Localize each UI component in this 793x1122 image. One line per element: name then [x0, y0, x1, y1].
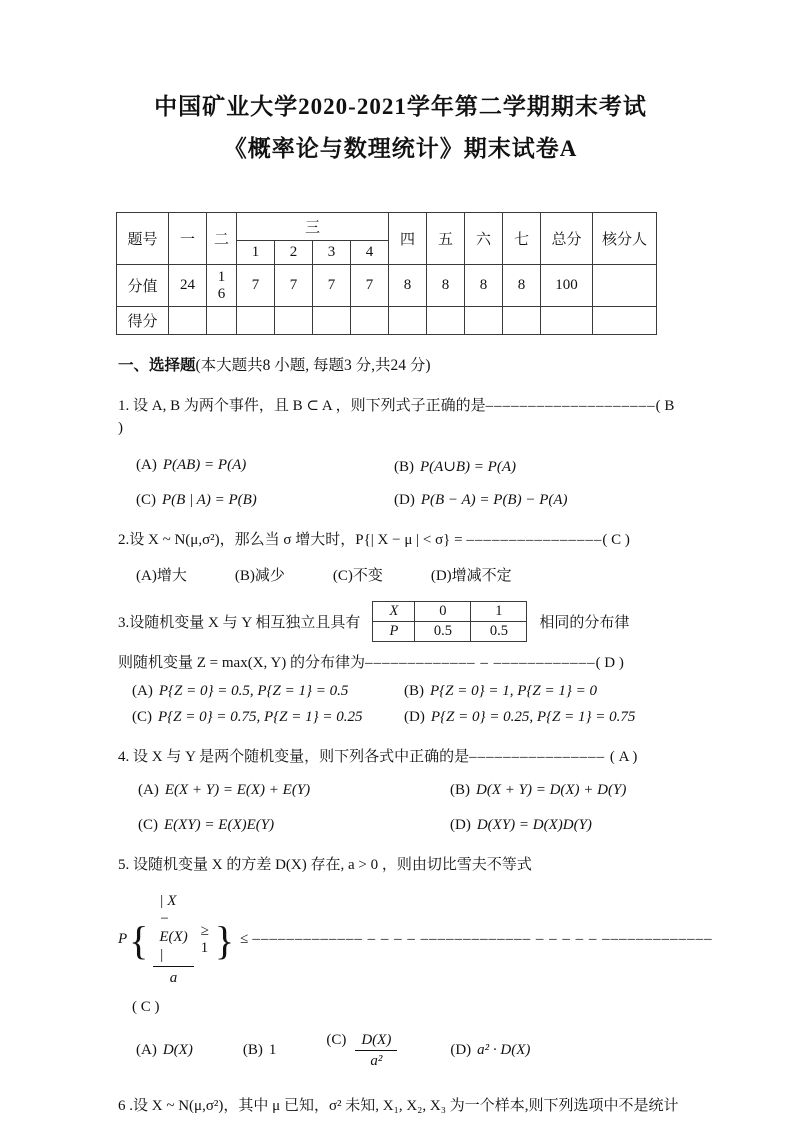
formula-p: P [118, 931, 128, 947]
formula-fraction [153, 892, 193, 987]
score-subheader-2: 2 [275, 241, 313, 265]
option-formula: E(XY) = E(X)E(Y) [164, 817, 275, 833]
exam-title-line2: 《概率论与数理统计》期末试卷A [223, 136, 578, 161]
question-4-option-b [450, 782, 683, 799]
option-formula: D(X) [162, 1042, 193, 1058]
question-5-answer: ( C ) [132, 999, 160, 1015]
score-table [116, 212, 657, 335]
question-2-option-d: (D)增减不定 [430, 568, 512, 584]
exam-title-line1: 中国矿业大学2020-2021学年第二学期期末考试 [154, 94, 647, 119]
question-3-stem-before: 3.设随机变量 X 与 Y 相互独立且具有 [118, 615, 361, 631]
question-5-option-d [450, 1042, 530, 1059]
question-1-option-a [136, 457, 394, 476]
question-3-stem [118, 601, 683, 642]
section-heading-note: (本大题共8 小题, 每题3 分,共24 分) [195, 357, 431, 374]
fraction-numerator: D(X) [355, 1032, 397, 1051]
dist-value: 0.5 [471, 622, 527, 642]
question-1-stem-text: 1. 设 A, B 为两个事件，且 B ⊂ A ，则下列式子正确的是 [118, 398, 486, 414]
option-formula: P{Z = 0} = 0.5, P{Z = 1} = 0.5 [158, 683, 349, 699]
question-4-stem [118, 746, 683, 768]
option-formula: D(X + Y) = D(X) + D(Y) [476, 782, 627, 798]
score-cell-empty [313, 307, 351, 335]
question-2 [118, 529, 683, 585]
score-subheader-3: 3 [313, 241, 351, 265]
question-5-option-b [243, 1042, 277, 1059]
question-1-option-c [136, 492, 394, 509]
score-cell-empty [237, 307, 275, 335]
question-4-option-a [138, 782, 450, 799]
dash-line: –––––––––––––––– [466, 532, 603, 548]
points-cell: 24 [169, 265, 207, 307]
option-label: (C) [132, 709, 152, 725]
dist-value: 1 [471, 602, 527, 622]
score-header-seven: 七 [503, 213, 541, 265]
question-3 [118, 601, 683, 726]
score-header-two: 二 [207, 213, 237, 265]
score-subheader-1: 1 [237, 241, 275, 265]
option-formula: P(A∪B) = P(A) [420, 459, 516, 475]
question-6 [118, 1095, 683, 1117]
option-formula: P{Z = 0} = 0.25, P{Z = 1} = 0.75 [430, 709, 636, 725]
points-cell: 7 [313, 265, 351, 307]
option-formula: 1 [268, 1042, 277, 1058]
option-label: (D) [404, 709, 425, 725]
dash-line: –––––––––––––––– [469, 749, 610, 765]
fraction-numerator: | X − E(X) | [153, 892, 193, 967]
score-row-label: 得分 [117, 307, 169, 335]
dist-value: 0.5 [415, 622, 471, 642]
option-label: (C) [326, 1032, 347, 1048]
score-header-one: 一 [169, 213, 207, 265]
score-cell-empty [389, 307, 427, 335]
option-label: (B) [404, 683, 424, 699]
option-formula: a² · D(X) [477, 1042, 531, 1058]
formula-relation: ≥ 1 [200, 922, 209, 956]
question-2-stem [118, 529, 683, 551]
option-label: (A) [136, 457, 157, 473]
option-label: (B) [450, 782, 470, 798]
question-3-option-c [132, 709, 404, 726]
question-1-option-d [394, 492, 683, 509]
points-row-label: 分值 [117, 265, 169, 307]
dist-var-p: P [373, 622, 415, 642]
dash-line: ––––––––––––– – –––––––––––– [365, 655, 596, 671]
option-label: (C) [136, 492, 156, 508]
score-cell-empty [275, 307, 313, 335]
question-2-option-c: (C)不变 [332, 568, 383, 584]
question-3-option-b [404, 683, 683, 700]
score-cell-empty [351, 307, 389, 335]
formula-leq: ≤ [240, 931, 249, 947]
dash-line: ––––––––––––– – – – – ––––––––––––– – – – – – ––––––––––––– [252, 931, 713, 947]
option-label: (A) [132, 683, 153, 699]
points-cell-total: 100 [541, 265, 593, 307]
question-3-option-a [132, 683, 404, 700]
option-formula: P(AB) = P(A) [162, 457, 247, 473]
score-cell-empty [465, 307, 503, 335]
dash-line: –––––––––––––––––––– [485, 398, 656, 414]
question-3-stem-line2 [118, 652, 683, 674]
option-formula: P(B − A) = P(B) − P(A) [420, 492, 568, 508]
option-label: (D) [450, 817, 471, 833]
question-3-stem-after: 相同的分布律 [539, 615, 630, 631]
score-header-five: 五 [427, 213, 465, 265]
fraction-denominator: a² [370, 1053, 383, 1069]
score-cell-empty [593, 307, 657, 335]
option-formula: P{Z = 0} = 1, P{Z = 1} = 0 [430, 683, 597, 699]
score-table-points-row [117, 265, 657, 307]
question-2-answer: ( C ) [602, 532, 630, 548]
question-2-options [118, 564, 683, 585]
score-cell-empty [207, 307, 237, 335]
question-4-answer: ( A ) [609, 749, 638, 765]
option-formula: D(XY) = D(X)D(Y) [476, 817, 592, 833]
question-4-option-d [450, 817, 683, 834]
question-3-options [118, 683, 683, 726]
question-3-answer: ( D ) [595, 655, 624, 671]
points-cell: 16 [207, 265, 237, 307]
points-cell: 8 [427, 265, 465, 307]
question-5-options [118, 1032, 683, 1069]
score-header-three: 三 [237, 213, 389, 241]
score-table-score-row [117, 307, 657, 335]
option-label: (B) [242, 1042, 263, 1058]
question-1 [118, 395, 683, 509]
score-header-checker: 核分人 [593, 213, 657, 265]
points-cell: 7 [351, 265, 389, 307]
question-5-formula: P { $\frac{| X - E(X) |}{a}$ ≥ 1 } ≤ ––––––––––––– – – – – ––––––––––––– – – – – – ––––––––––––– [118, 893, 713, 986]
score-cell-empty [503, 307, 541, 335]
score-cell-empty [427, 307, 465, 335]
option-label: (D) [450, 1042, 472, 1058]
score-header-four: 四 [389, 213, 427, 265]
score-header-tihao: 题号 [117, 213, 169, 265]
points-cell: 8 [503, 265, 541, 307]
question-4-option-c [138, 817, 450, 834]
dist-var-x: X [373, 602, 415, 622]
section-heading-title: 一、选择题 [118, 357, 196, 374]
question-2-stem-text: 2.设 X ~ N(μ,σ²)，那么当 σ 增大时，P{| X − μ | < σ} = [118, 532, 463, 548]
points-cell: 8 [465, 265, 503, 307]
question-5-option-a [136, 1042, 193, 1059]
option-label: (B) [394, 459, 414, 475]
option-label: (A) [138, 782, 159, 798]
section-heading [118, 353, 683, 375]
option-formula: P{Z = 0} = 0.75, P{Z = 1} = 0.25 [158, 709, 363, 725]
distribution-table-row-x [373, 602, 527, 622]
points-cell-empty [593, 265, 657, 307]
question-2-option-b: (B)减少 [234, 568, 285, 584]
score-header-total: 总分 [541, 213, 593, 265]
score-cell-empty [541, 307, 593, 335]
dist-value: 0 [415, 602, 471, 622]
question-2-option-a: (A)增大 [136, 568, 187, 584]
score-subheader-4: 4 [351, 241, 389, 265]
option-fraction [355, 1032, 397, 1069]
question-6-stem: 6 .设 X ~ N(μ,σ²)，其中 μ 已知，σ² 未知, X₁, X₂, X₃ 为一个样本,则下列选项中不是统计 [118, 1098, 679, 1114]
distribution-table [372, 601, 527, 642]
question-3-option-d [404, 709, 683, 726]
fraction-denominator: a [169, 970, 178, 986]
distribution-table-row-p [373, 622, 527, 642]
question-1-stem [118, 395, 683, 439]
points-cell: 8 [389, 265, 427, 307]
option-formula: P(B | A) = P(B) [162, 492, 257, 508]
points-cell: 7 [275, 265, 313, 307]
question-4-options [118, 782, 683, 834]
score-cell-empty [169, 307, 207, 335]
question-1-answer: ( B ) [118, 398, 675, 436]
question-1-option-b [394, 457, 683, 476]
option-label: (D) [394, 492, 415, 508]
question-3-line2-text: 则随机变量 Z = max(X, Y) 的分布律为 [118, 655, 366, 671]
question-5-option-c [326, 1032, 400, 1069]
question-5-stem: 5. 设随机变量 X 的方差 D(X) 存在, a > 0 ，则由切比雪夫不等式 [118, 857, 532, 873]
question-4 [118, 746, 683, 834]
points-cell: 7 [237, 265, 275, 307]
score-header-six: 六 [465, 213, 503, 265]
option-label: (C) [138, 817, 158, 833]
question-1-options [118, 457, 683, 509]
score-table-header-row [117, 213, 657, 241]
question-4-stem-text: 4. 设 X 与 Y 是两个随机变量，则下列各式中正确的是 [118, 749, 470, 765]
option-label: (A) [136, 1042, 157, 1058]
option-formula: E(X + Y) = E(X) + E(Y) [164, 782, 311, 798]
question-5 [118, 854, 713, 1069]
